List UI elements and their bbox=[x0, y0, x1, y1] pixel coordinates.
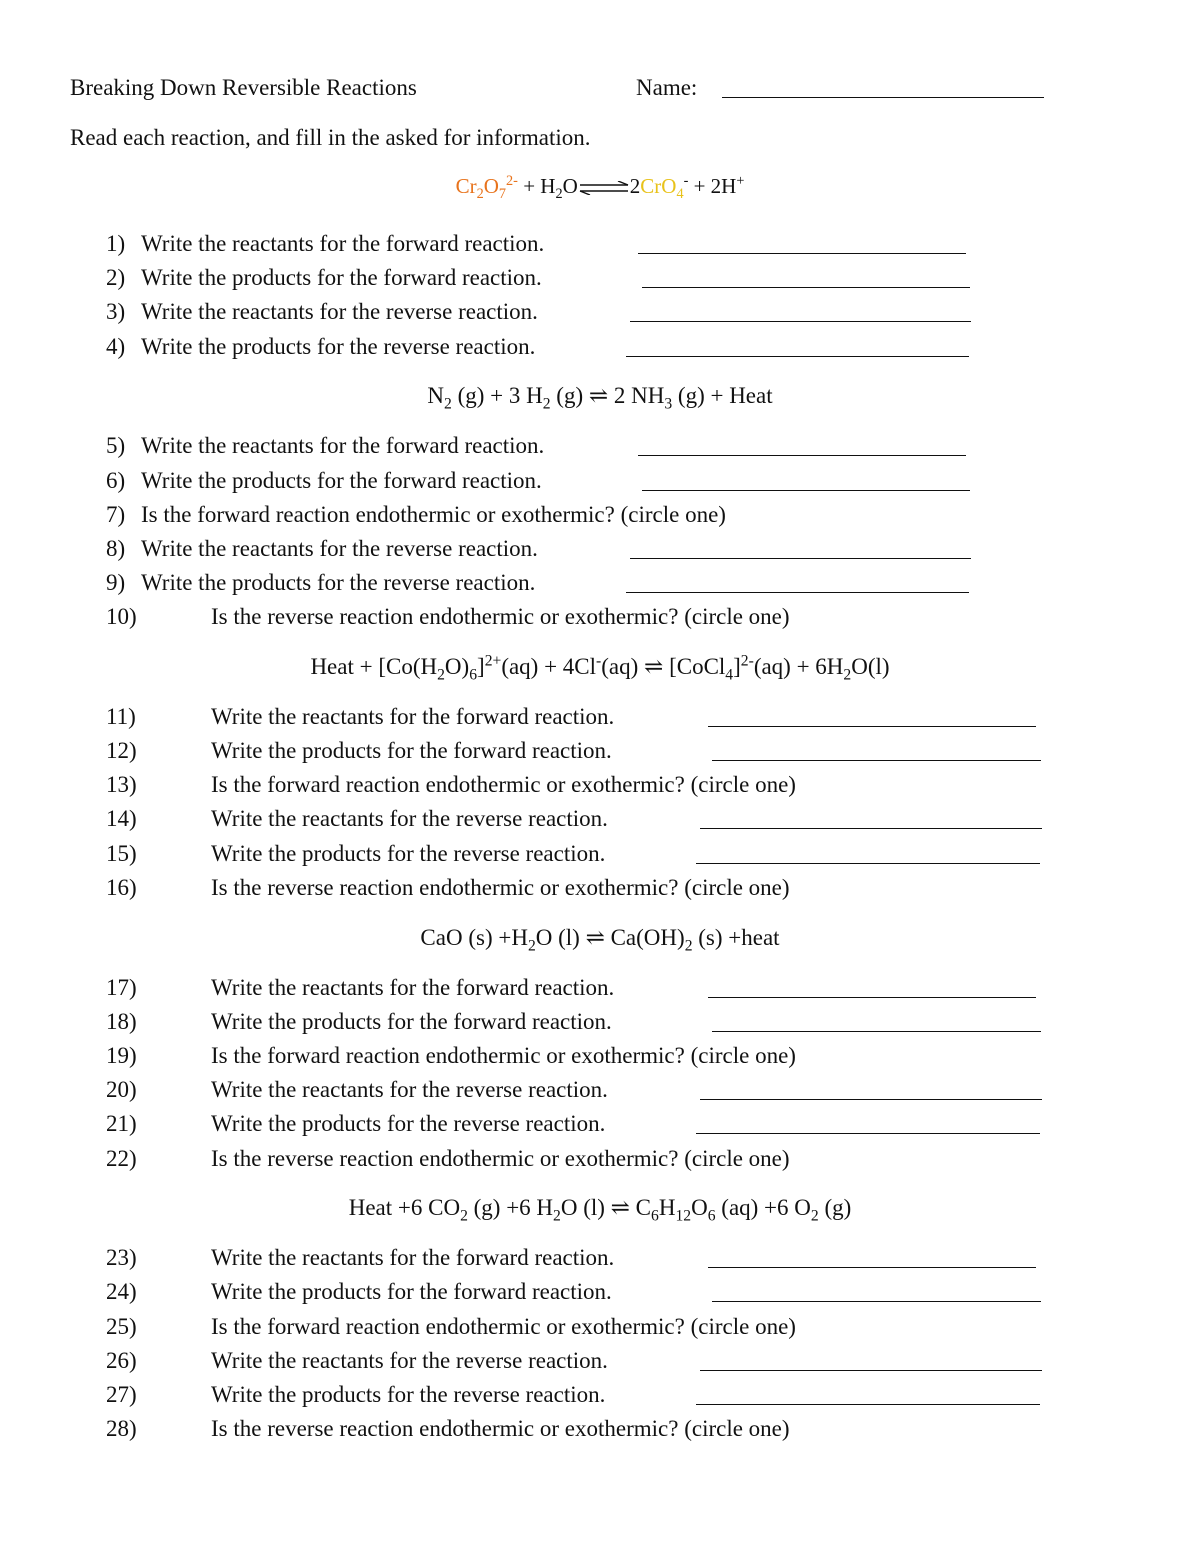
question-number: 4) bbox=[106, 334, 126, 359]
question-text: Is the reverse reaction endothermic or exothermic? (circle one) bbox=[211, 604, 790, 629]
answer-line[interactable] bbox=[700, 1370, 1042, 1371]
dichromate-ion: $Cr_2O_7^{2-}$ bbox=[455, 173, 518, 203]
answer-line[interactable] bbox=[630, 558, 971, 559]
question-number: 7) bbox=[106, 502, 126, 527]
question-number: 1) bbox=[106, 231, 126, 256]
reaction-5-equation: Heat +6 $CO_2$ (g) +6 $H_2O$ (l) ⇌ $C_6H_{12}O_6$ (aq) +6 $O_2$ (g) bbox=[348, 1195, 852, 1225]
question-number: 20) bbox=[106, 1077, 137, 1102]
answer-line[interactable] bbox=[712, 1031, 1041, 1032]
question-number: 24) bbox=[106, 1279, 137, 1304]
answer-line[interactable] bbox=[626, 592, 969, 593]
question-text: Is the forward reaction endothermic or exothermic? (circle one) bbox=[211, 1043, 796, 1068]
answer-line[interactable] bbox=[642, 287, 970, 288]
question-text: Write the products for the forward reaction. bbox=[211, 1009, 612, 1034]
question-number: 16) bbox=[106, 875, 137, 900]
question-text: Write the reactants for the forward reaction. bbox=[211, 1245, 615, 1270]
question-number: 17) bbox=[106, 975, 137, 1000]
question-text: Write the reactants for the reverse reaction. bbox=[211, 1077, 608, 1102]
question-text: Is the reverse reaction endothermic or exothermic? (circle one) bbox=[211, 875, 790, 900]
question-text: Write the products for the reverse reaction. bbox=[211, 1382, 606, 1407]
chromate-ion: CrO$_4$ bbox=[640, 174, 684, 203]
question-text: Write the reactants for the forward reaction. bbox=[141, 231, 545, 256]
question-number: 27) bbox=[106, 1382, 137, 1407]
question-text: Write the reactants for the forward reaction. bbox=[211, 975, 615, 1000]
question-text: Write the products for the reverse reaction. bbox=[211, 841, 606, 866]
answer-line[interactable] bbox=[712, 760, 1041, 761]
answer-line[interactable] bbox=[696, 1133, 1040, 1134]
answer-line[interactable] bbox=[700, 1099, 1042, 1100]
question-number: 13) bbox=[106, 772, 137, 797]
question-number: 21) bbox=[106, 1111, 137, 1136]
question-text: Write the products for the reverse reaction. bbox=[141, 570, 536, 595]
reaction-1-equation: $Cr_2O_7^{2-} + H_2O$ 2CrO$_4$- + 2H+ bbox=[455, 173, 745, 203]
answer-line[interactable] bbox=[642, 490, 970, 491]
answer-line[interactable] bbox=[708, 1267, 1036, 1268]
question-text: Write the products for the forward reaction. bbox=[141, 265, 542, 290]
answer-line[interactable] bbox=[630, 321, 971, 322]
question-number: 6) bbox=[106, 468, 126, 493]
answer-line[interactable] bbox=[696, 863, 1040, 864]
question-text: Write the reactants for the reverse reaction. bbox=[211, 806, 608, 831]
question-number: 2) bbox=[106, 265, 126, 290]
question-number: 14) bbox=[106, 806, 137, 831]
question-text: Write the products for the forward reaction. bbox=[141, 468, 542, 493]
question-text: Write the reactants for the forward reaction. bbox=[211, 704, 615, 729]
question-number: 10) bbox=[106, 604, 137, 629]
answer-line[interactable] bbox=[708, 726, 1036, 727]
answer-line[interactable] bbox=[696, 1404, 1040, 1405]
answer-line[interactable] bbox=[638, 455, 966, 456]
question-number: 3) bbox=[106, 299, 126, 324]
name-field[interactable] bbox=[722, 97, 1044, 98]
equilibrium-arrow-icon bbox=[578, 181, 630, 195]
answer-line[interactable] bbox=[708, 997, 1036, 998]
question-text: Is the forward reaction endothermic or exothermic? (circle one) bbox=[211, 772, 796, 797]
answer-line[interactable] bbox=[712, 1301, 1041, 1302]
name-label: Name: bbox=[636, 75, 698, 100]
answer-line[interactable] bbox=[626, 356, 969, 357]
instructions: Read each reaction, and fill in the asked for information. bbox=[70, 125, 591, 150]
question-text: Is the forward reaction endothermic or exothermic? (circle one) bbox=[141, 502, 726, 527]
question-text: Write the reactants for the forward reaction. bbox=[141, 433, 545, 458]
question-number: 11) bbox=[106, 704, 136, 729]
question-number: 9) bbox=[106, 570, 126, 595]
question-number: 5) bbox=[106, 433, 126, 458]
reaction-3-equation: Heat + $[Co(H_2O)_6]^{2+}(aq) + 4Cl^-(aq)$ ⇌ [CoCl$_4$]$^{2-}$(aq) + $6H_2O(l)$ bbox=[310, 652, 890, 684]
answer-line[interactable] bbox=[700, 828, 1042, 829]
question-text: Is the reverse reaction endothermic or exothermic? (circle one) bbox=[211, 1146, 790, 1171]
question-number: 18) bbox=[106, 1009, 137, 1034]
question-number: 23) bbox=[106, 1245, 137, 1270]
question-number: 15) bbox=[106, 841, 137, 866]
question-text: Write the reactants for the reverse reaction. bbox=[141, 299, 538, 324]
question-text: Write the reactants for the reverse reaction. bbox=[211, 1348, 608, 1373]
question-number: 8) bbox=[106, 536, 126, 561]
answer-line[interactable] bbox=[638, 253, 966, 254]
question-text: Is the forward reaction endothermic or exothermic? (circle one) bbox=[211, 1314, 796, 1339]
worksheet-title: Breaking Down Reversible Reactions bbox=[70, 75, 417, 100]
question-number: 25) bbox=[106, 1314, 137, 1339]
reaction-2-equation: $N_2$ (g) + 3 $H_2$ (g) ⇌ 2 $NH_3$ (g) + Heat bbox=[427, 383, 773, 413]
question-text: Write the products for the reverse reaction. bbox=[211, 1111, 606, 1136]
question-number: 22) bbox=[106, 1146, 137, 1171]
reaction-4-equation: CaO $(s) +H_2O$ (l) ⇌ $Ca(OH)_2$ (s) +heat bbox=[420, 925, 780, 955]
question-text: Write the products for the forward reaction. bbox=[211, 1279, 612, 1304]
question-text: Write the products for the reverse reaction. bbox=[141, 334, 536, 359]
question-text: Write the reactants for the reverse reaction. bbox=[141, 536, 538, 561]
question-number: 26) bbox=[106, 1348, 137, 1373]
question-text: Write the products for the forward reaction. bbox=[211, 738, 612, 763]
question-number: 19) bbox=[106, 1043, 137, 1068]
question-number: 12) bbox=[106, 738, 137, 763]
question-text: Is the reverse reaction endothermic or exothermic? (circle one) bbox=[211, 1416, 790, 1441]
question-number: 28) bbox=[106, 1416, 137, 1441]
